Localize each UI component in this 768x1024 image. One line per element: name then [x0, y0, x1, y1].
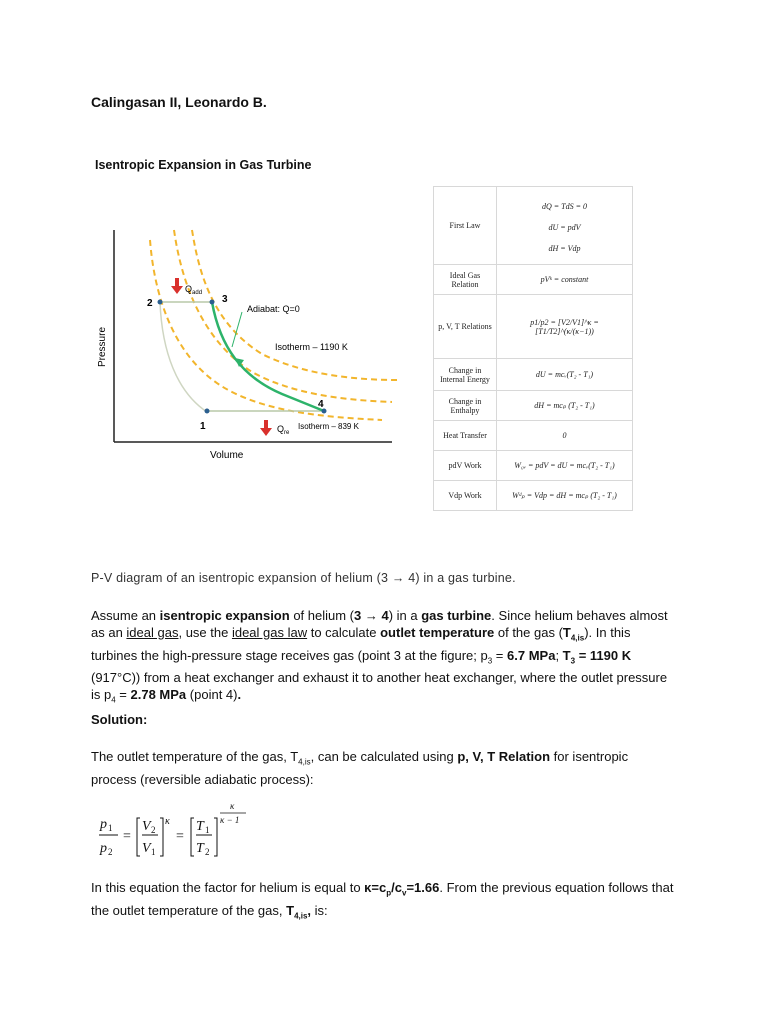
row-equation: p1/p2 = [V2/V1]^κ = [T1/T2]^(κ/(κ−1))	[497, 295, 633, 359]
row-label: Change in Enthalpy	[434, 391, 497, 421]
y-axis-label: Pressure	[97, 326, 108, 367]
svg-text:κ − 1: κ − 1	[220, 815, 240, 825]
table-row	[434, 451, 633, 481]
solution-paragraph: The outlet temperature of the gas, $T_{4,is}$, can be calculated using p, V, T Relation for isentropic process (reversible adiabatic process):	[91, 749, 629, 787]
row-label: Change in Internal Energy	[434, 359, 497, 391]
point-label-4: 4	[318, 399, 324, 410]
relations-table	[433, 186, 633, 511]
svg-text:p: p	[100, 817, 107, 832]
table-row	[434, 265, 633, 295]
row-label: Ideal Gas Relation	[434, 265, 497, 295]
svg-text:=: =	[123, 829, 131, 844]
row-equation: Wᵈₚ = Vdp = dH = mcₚ (T₂ - T₁)	[497, 481, 633, 511]
point-label-2: 2	[147, 298, 153, 309]
adiabat-label: Adiabat: Q=0	[247, 304, 300, 314]
svg-text:1: 1	[151, 847, 156, 857]
problem-paragraph: Assume an isentropic expansion of helium (3 → 4) in a gas turbine. Since helium behaves almost as an ideal gas, use the ideal gas law to calculate outlet temperature of the gas $(T_{4,is})$. In this turbines the high-pressure stage receives gas (point 3 at the figure; $p_3 = 6.7$ MPa; $T_3 = 1190$ K (917°C)) from a heat exchanger and exhaust it to another heat exchanger, where the outlet pressure is $p_4 = 2.78$ MPa (point 4).	[91, 608, 668, 705]
table-row	[434, 421, 633, 451]
row-equation: 0	[497, 421, 633, 451]
x-axis-label: Volume	[210, 450, 244, 461]
figure-title: Isentropic Expansion in Gas Turbine	[95, 158, 312, 172]
svg-text:2: 2	[205, 847, 210, 857]
point-3	[210, 300, 215, 305]
row-equation: dQ = TdS = 0 dU = pdV dH = Vdp	[497, 187, 633, 265]
row-label: Vdp Work	[434, 481, 497, 511]
author-name: Calingasan II, Leonardo B.	[91, 94, 267, 110]
svg-text:T: T	[196, 841, 204, 856]
svg-text:1: 1	[205, 825, 210, 835]
q-add-arrow	[171, 278, 183, 294]
isotherm-low-label: Isotherm – 839 K	[298, 422, 359, 431]
q-re-label: $Q_{re}$	[277, 424, 290, 436]
svg-text:2: 2	[151, 825, 156, 835]
svg-text:p: p	[100, 841, 107, 856]
row-equation: pVᵏ = constant	[497, 265, 633, 295]
row-equation: dH = mcₚ (T₂ - T₁)	[497, 391, 633, 421]
row-equation: dU = mcᵥ(T₂ - T₁)	[497, 359, 633, 391]
table-row	[434, 391, 633, 421]
table-row	[434, 481, 633, 511]
svg-text:κ: κ	[230, 802, 235, 811]
solution-heading: Solution:	[91, 712, 148, 727]
row-label: Heat Transfer	[434, 421, 497, 451]
point-label-1: 1	[200, 421, 206, 432]
q-add-label: $Q_{add}$	[185, 284, 203, 296]
point-label-3: 3	[222, 294, 228, 305]
svg-text:2: 2	[108, 847, 113, 857]
svg-text:T: T	[196, 819, 204, 834]
row-label: First Law	[434, 187, 497, 265]
svg-text:κ: κ	[165, 816, 170, 827]
isotherm-curve-1	[150, 240, 382, 420]
pvt-equation	[96, 802, 266, 860]
table-row	[434, 295, 633, 359]
table-row	[434, 187, 633, 265]
pv-diagram	[92, 222, 410, 462]
svg-text:=: =	[176, 829, 184, 844]
row-equation: W₀ᵥ = pdV = dU = mcᵥ(T₂ - T₁)	[497, 451, 633, 481]
row-label: p, V, T Relations	[434, 295, 497, 359]
table-row	[434, 359, 633, 391]
svg-text:V: V	[142, 819, 151, 834]
isotherm-high-label: Isotherm – 1190 K	[275, 342, 348, 352]
point-2	[158, 300, 163, 305]
point-1	[205, 409, 210, 414]
adiabat-pointer	[232, 312, 242, 347]
svg-text:1: 1	[108, 823, 113, 833]
row-label: pdV Work	[434, 451, 497, 481]
figure-caption: P-V diagram of an isentropic expansion of helium (3 → 4) in a gas turbine.	[91, 571, 516, 585]
q-re-arrow	[260, 420, 272, 436]
helium-factor-paragraph: In this equation the factor for helium is equal to $\kappa=c_p/c_v=1.66$. From the previous equation follows that the outlet temperature of the gas, $T_{4,is}$, is:	[91, 880, 674, 921]
svg-text:V: V	[142, 841, 151, 856]
